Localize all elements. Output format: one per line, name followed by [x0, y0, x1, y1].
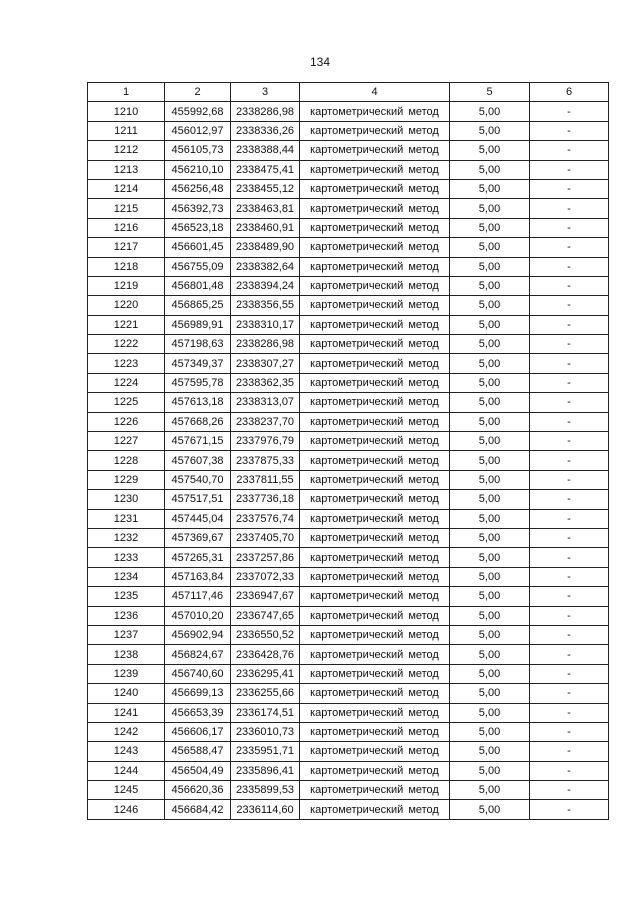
- note-cell: -: [530, 722, 609, 741]
- point-number-cell: 1239: [88, 664, 165, 683]
- table-row: [88, 335, 609, 354]
- column-header-4: 4: [300, 83, 450, 102]
- table-row: [88, 373, 609, 392]
- note-cell: -: [530, 276, 609, 295]
- table-row: [88, 470, 609, 489]
- accuracy-cell: 5,00: [450, 548, 530, 567]
- x-coordinate-cell: 456740,60: [165, 664, 231, 683]
- column-header-1: 1: [88, 83, 165, 102]
- point-number-cell: 1226: [88, 412, 165, 431]
- accuracy-cell: 5,00: [450, 199, 530, 218]
- y-coordinate-cell: 2338307,27: [231, 354, 300, 373]
- method-cell: картометрический метод: [300, 470, 450, 489]
- accuracy-cell: 5,00: [450, 490, 530, 509]
- y-coordinate-cell: 2336747,65: [231, 606, 300, 625]
- y-coordinate-cell: 2336428,76: [231, 645, 300, 664]
- y-coordinate-cell: 2337811,55: [231, 470, 300, 489]
- method-cell: картометрический метод: [300, 587, 450, 606]
- y-coordinate-cell: 2338394,24: [231, 276, 300, 295]
- table-header: [88, 83, 609, 102]
- table-row: [88, 548, 609, 567]
- note-cell: -: [530, 470, 609, 489]
- table-row: [88, 703, 609, 722]
- accuracy-cell: 5,00: [450, 606, 530, 625]
- y-coordinate-cell: 2337736,18: [231, 490, 300, 509]
- method-cell: картометрический метод: [300, 412, 450, 431]
- x-coordinate-cell: 456504,49: [165, 761, 231, 780]
- method-cell: картометрический метод: [300, 451, 450, 470]
- accuracy-cell: 5,00: [450, 451, 530, 470]
- table-row: [88, 509, 609, 528]
- point-number-cell: 1234: [88, 567, 165, 586]
- method-cell: картометрический метод: [300, 296, 450, 315]
- x-coordinate-cell: 456012,97: [165, 121, 231, 140]
- note-cell: -: [530, 218, 609, 237]
- point-number-cell: 1229: [88, 470, 165, 489]
- point-number-cell: 1236: [88, 606, 165, 625]
- method-cell: картометрический метод: [300, 179, 450, 198]
- column-header-2: 2: [165, 83, 231, 102]
- accuracy-cell: 5,00: [450, 470, 530, 489]
- accuracy-cell: 5,00: [450, 587, 530, 606]
- method-cell: картометрический метод: [300, 218, 450, 237]
- table-row: [88, 393, 609, 412]
- x-coordinate-cell: 457517,51: [165, 490, 231, 509]
- x-coordinate-cell: 457595,78: [165, 373, 231, 392]
- accuracy-cell: 5,00: [450, 257, 530, 276]
- method-cell: картометрический метод: [300, 625, 450, 644]
- accuracy-cell: 5,00: [450, 179, 530, 198]
- point-number-cell: 1220: [88, 296, 165, 315]
- accuracy-cell: 5,00: [450, 800, 530, 819]
- x-coordinate-cell: 456523,18: [165, 218, 231, 237]
- y-coordinate-cell: 2335951,71: [231, 742, 300, 761]
- accuracy-cell: 5,00: [450, 315, 530, 334]
- x-coordinate-cell: 456588,47: [165, 742, 231, 761]
- y-coordinate-cell: 2338455,12: [231, 179, 300, 198]
- x-coordinate-cell: 457607,38: [165, 451, 231, 470]
- x-coordinate-cell: 457540,70: [165, 470, 231, 489]
- method-cell: картометрический метод: [300, 703, 450, 722]
- table-row: [88, 761, 609, 780]
- point-number-cell: 1223: [88, 354, 165, 373]
- method-cell: картометрический метод: [300, 257, 450, 276]
- method-cell: картометрический метод: [300, 141, 450, 160]
- y-coordinate-cell: 2338286,98: [231, 102, 300, 121]
- accuracy-cell: 5,00: [450, 121, 530, 140]
- method-cell: картометрический метод: [300, 354, 450, 373]
- accuracy-cell: 5,00: [450, 625, 530, 644]
- table-row: [88, 742, 609, 761]
- method-cell: картометрический метод: [300, 567, 450, 586]
- table-row: [88, 199, 609, 218]
- table-row: [88, 238, 609, 257]
- note-cell: -: [530, 354, 609, 373]
- x-coordinate-cell: 457010,20: [165, 606, 231, 625]
- accuracy-cell: 5,00: [450, 432, 530, 451]
- y-coordinate-cell: 2337072,33: [231, 567, 300, 586]
- table-row: [88, 567, 609, 586]
- point-number-cell: 1233: [88, 548, 165, 567]
- y-coordinate-cell: 2336295,41: [231, 664, 300, 683]
- method-cell: картометрический метод: [300, 121, 450, 140]
- method-cell: картометрический метод: [300, 238, 450, 257]
- table-row: [88, 781, 609, 800]
- y-coordinate-cell: 2336114,60: [231, 800, 300, 819]
- note-cell: -: [530, 179, 609, 198]
- accuracy-cell: 5,00: [450, 742, 530, 761]
- table-row: [88, 257, 609, 276]
- y-coordinate-cell: 2338463,81: [231, 199, 300, 218]
- method-cell: картометрический метод: [300, 315, 450, 334]
- x-coordinate-cell: 456989,91: [165, 315, 231, 334]
- table-row: [88, 625, 609, 644]
- y-coordinate-cell: 2338475,41: [231, 160, 300, 179]
- y-coordinate-cell: 2338237,70: [231, 412, 300, 431]
- table-row: [88, 354, 609, 373]
- method-cell: картометрический метод: [300, 548, 450, 567]
- accuracy-cell: 5,00: [450, 528, 530, 547]
- point-number-cell: 1230: [88, 490, 165, 509]
- accuracy-cell: 5,00: [450, 664, 530, 683]
- note-cell: -: [530, 684, 609, 703]
- point-number-cell: 1214: [88, 179, 165, 198]
- point-number-cell: 1232: [88, 528, 165, 547]
- point-number-cell: 1240: [88, 684, 165, 703]
- method-cell: картометрический метод: [300, 393, 450, 412]
- table-row: [88, 218, 609, 237]
- table-row: [88, 800, 609, 819]
- method-cell: картометрический метод: [300, 509, 450, 528]
- point-number-cell: 1215: [88, 199, 165, 218]
- note-cell: -: [530, 451, 609, 470]
- method-cell: картометрический метод: [300, 645, 450, 664]
- point-number-cell: 1213: [88, 160, 165, 179]
- point-number-cell: 1245: [88, 781, 165, 800]
- method-cell: картометрический метод: [300, 432, 450, 451]
- table-row: [88, 179, 609, 198]
- y-coordinate-cell: 2337576,74: [231, 509, 300, 528]
- method-cell: картометрический метод: [300, 664, 450, 683]
- accuracy-cell: 5,00: [450, 354, 530, 373]
- y-coordinate-cell: 2336947,67: [231, 587, 300, 606]
- note-cell: -: [530, 781, 609, 800]
- accuracy-cell: 5,00: [450, 781, 530, 800]
- method-cell: картометрический метод: [300, 722, 450, 741]
- method-cell: картометрический метод: [300, 373, 450, 392]
- table-row: [88, 722, 609, 741]
- table-row: [88, 587, 609, 606]
- point-number-cell: 1227: [88, 432, 165, 451]
- x-coordinate-cell: 457671,15: [165, 432, 231, 451]
- note-cell: -: [530, 296, 609, 315]
- accuracy-cell: 5,00: [450, 296, 530, 315]
- note-cell: -: [530, 393, 609, 412]
- note-cell: -: [530, 606, 609, 625]
- note-cell: -: [530, 238, 609, 257]
- note-cell: -: [530, 509, 609, 528]
- accuracy-cell: 5,00: [450, 141, 530, 160]
- note-cell: -: [530, 490, 609, 509]
- table-row: [88, 296, 609, 315]
- point-number-cell: 1224: [88, 373, 165, 392]
- point-number-cell: 1222: [88, 335, 165, 354]
- accuracy-cell: 5,00: [450, 567, 530, 586]
- y-coordinate-cell: 2336255,66: [231, 684, 300, 703]
- coordinates-table: [87, 82, 609, 820]
- x-coordinate-cell: 456824,67: [165, 645, 231, 664]
- point-number-cell: 1238: [88, 645, 165, 664]
- y-coordinate-cell: 2338286,98: [231, 335, 300, 354]
- accuracy-cell: 5,00: [450, 509, 530, 528]
- accuracy-cell: 5,00: [450, 373, 530, 392]
- y-coordinate-cell: 2336550,52: [231, 625, 300, 644]
- point-number-cell: 1211: [88, 121, 165, 140]
- table-header-row: [88, 83, 609, 102]
- x-coordinate-cell: 456801,48: [165, 276, 231, 295]
- method-cell: картометрический метод: [300, 335, 450, 354]
- x-coordinate-cell: 457163,84: [165, 567, 231, 586]
- accuracy-cell: 5,00: [450, 335, 530, 354]
- note-cell: -: [530, 567, 609, 586]
- accuracy-cell: 5,00: [450, 703, 530, 722]
- point-number-cell: 1244: [88, 761, 165, 780]
- table-row: [88, 451, 609, 470]
- method-cell: картометрический метод: [300, 684, 450, 703]
- x-coordinate-cell: 456653,39: [165, 703, 231, 722]
- y-coordinate-cell: 2337976,79: [231, 432, 300, 451]
- method-cell: картометрический метод: [300, 761, 450, 780]
- note-cell: -: [530, 141, 609, 160]
- y-coordinate-cell: 2337875,33: [231, 451, 300, 470]
- table-row: [88, 432, 609, 451]
- point-number-cell: 1225: [88, 393, 165, 412]
- x-coordinate-cell: 456601,45: [165, 238, 231, 257]
- accuracy-cell: 5,00: [450, 761, 530, 780]
- table-row: [88, 645, 609, 664]
- note-cell: -: [530, 703, 609, 722]
- x-coordinate-cell: 456210,10: [165, 160, 231, 179]
- accuracy-cell: 5,00: [450, 684, 530, 703]
- x-coordinate-cell: 457198,63: [165, 335, 231, 354]
- point-number-cell: 1216: [88, 218, 165, 237]
- note-cell: -: [530, 800, 609, 819]
- column-header-6: 6: [530, 83, 609, 102]
- method-cell: картометрический метод: [300, 102, 450, 121]
- y-coordinate-cell: 2338382,64: [231, 257, 300, 276]
- x-coordinate-cell: 457668,26: [165, 412, 231, 431]
- x-coordinate-cell: 455992,68: [165, 102, 231, 121]
- table-row: [88, 684, 609, 703]
- table-row: [88, 664, 609, 683]
- accuracy-cell: 5,00: [450, 276, 530, 295]
- note-cell: -: [530, 315, 609, 334]
- note-cell: -: [530, 199, 609, 218]
- note-cell: -: [530, 625, 609, 644]
- x-coordinate-cell: 456865,25: [165, 296, 231, 315]
- y-coordinate-cell: 2338310,17: [231, 315, 300, 334]
- point-number-cell: 1246: [88, 800, 165, 819]
- note-cell: -: [530, 528, 609, 547]
- note-cell: -: [530, 335, 609, 354]
- point-number-cell: 1243: [88, 742, 165, 761]
- y-coordinate-cell: 2338356,55: [231, 296, 300, 315]
- x-coordinate-cell: 457117,46: [165, 587, 231, 606]
- note-cell: -: [530, 761, 609, 780]
- table-row: [88, 121, 609, 140]
- note-cell: -: [530, 742, 609, 761]
- point-number-cell: 1237: [88, 625, 165, 644]
- note-cell: -: [530, 373, 609, 392]
- y-coordinate-cell: 2338489,90: [231, 238, 300, 257]
- accuracy-cell: 5,00: [450, 722, 530, 741]
- accuracy-cell: 5,00: [450, 238, 530, 257]
- table-row: [88, 102, 609, 121]
- x-coordinate-cell: 456699,13: [165, 684, 231, 703]
- note-cell: -: [530, 548, 609, 567]
- point-number-cell: 1221: [88, 315, 165, 334]
- method-cell: картометрический метод: [300, 490, 450, 509]
- accuracy-cell: 5,00: [450, 645, 530, 664]
- note-cell: -: [530, 664, 609, 683]
- point-number-cell: 1242: [88, 722, 165, 741]
- method-cell: картометрический метод: [300, 528, 450, 547]
- page-number: 134: [309, 55, 331, 69]
- note-cell: -: [530, 160, 609, 179]
- method-cell: картометрический метод: [300, 276, 450, 295]
- note-cell: -: [530, 121, 609, 140]
- y-coordinate-cell: 2337405,70: [231, 528, 300, 547]
- table-row: [88, 412, 609, 431]
- table-row: [88, 606, 609, 625]
- x-coordinate-cell: 457613,18: [165, 393, 231, 412]
- x-coordinate-cell: 456392,73: [165, 199, 231, 218]
- method-cell: картометрический метод: [300, 606, 450, 625]
- method-cell: картометрический метод: [300, 800, 450, 819]
- accuracy-cell: 5,00: [450, 393, 530, 412]
- y-coordinate-cell: 2338362,35: [231, 373, 300, 392]
- method-cell: картометрический метод: [300, 160, 450, 179]
- column-header-3: 3: [231, 83, 300, 102]
- y-coordinate-cell: 2337257,86: [231, 548, 300, 567]
- method-cell: картометрический метод: [300, 781, 450, 800]
- point-number-cell: 1210: [88, 102, 165, 121]
- note-cell: -: [530, 645, 609, 664]
- y-coordinate-cell: 2338388,44: [231, 141, 300, 160]
- table-row: [88, 490, 609, 509]
- point-number-cell: 1217: [88, 238, 165, 257]
- point-number-cell: 1219: [88, 276, 165, 295]
- point-number-cell: 1228: [88, 451, 165, 470]
- x-coordinate-cell: 457265,31: [165, 548, 231, 567]
- table-row: [88, 528, 609, 547]
- note-cell: -: [530, 412, 609, 431]
- point-number-cell: 1231: [88, 509, 165, 528]
- point-number-cell: 1235: [88, 587, 165, 606]
- y-coordinate-cell: 2338313,07: [231, 393, 300, 412]
- note-cell: -: [530, 102, 609, 121]
- table-body: [88, 102, 609, 819]
- point-number-cell: 1212: [88, 141, 165, 160]
- y-coordinate-cell: 2338336,26: [231, 121, 300, 140]
- x-coordinate-cell: 456755,09: [165, 257, 231, 276]
- y-coordinate-cell: 2338460,91: [231, 218, 300, 237]
- x-coordinate-cell: 456256,48: [165, 179, 231, 198]
- accuracy-cell: 5,00: [450, 412, 530, 431]
- method-cell: картометрический метод: [300, 199, 450, 218]
- note-cell: -: [530, 587, 609, 606]
- note-cell: -: [530, 257, 609, 276]
- y-coordinate-cell: 2335899,53: [231, 781, 300, 800]
- y-coordinate-cell: 2336174,51: [231, 703, 300, 722]
- point-number-cell: 1241: [88, 703, 165, 722]
- table-row: [88, 141, 609, 160]
- x-coordinate-cell: 457369,67: [165, 528, 231, 547]
- accuracy-cell: 5,00: [450, 102, 530, 121]
- x-coordinate-cell: 456902,94: [165, 625, 231, 644]
- table-row: [88, 160, 609, 179]
- x-coordinate-cell: 456105,73: [165, 141, 231, 160]
- y-coordinate-cell: 2336010,73: [231, 722, 300, 741]
- method-cell: картометрический метод: [300, 742, 450, 761]
- x-coordinate-cell: 457349,37: [165, 354, 231, 373]
- x-coordinate-cell: 456606,17: [165, 722, 231, 741]
- x-coordinate-cell: 456620,36: [165, 781, 231, 800]
- x-coordinate-cell: 456684,42: [165, 800, 231, 819]
- point-number-cell: 1218: [88, 257, 165, 276]
- column-header-5: 5: [450, 83, 530, 102]
- accuracy-cell: 5,00: [450, 160, 530, 179]
- note-cell: -: [530, 432, 609, 451]
- table-row: [88, 315, 609, 334]
- table-row: [88, 276, 609, 295]
- x-coordinate-cell: 457445,04: [165, 509, 231, 528]
- accuracy-cell: 5,00: [450, 218, 530, 237]
- y-coordinate-cell: 2335896,41: [231, 761, 300, 780]
